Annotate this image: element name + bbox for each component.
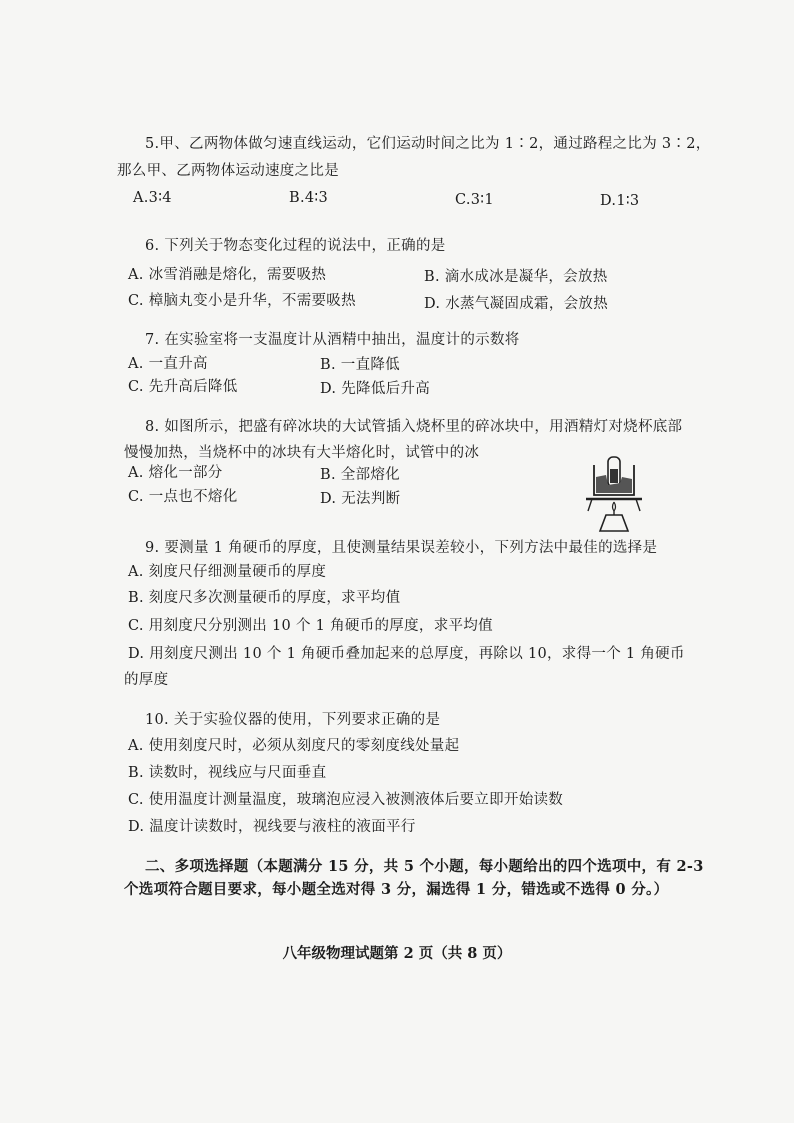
q9-stem: 9. 要测量 1 角硬币的厚度，且使测量结果误差较小，下列方法中最佳的选择是 xyxy=(145,540,658,556)
flame xyxy=(613,502,616,511)
q10-option-c: C. 使用温度计测量温度，玻璃泡应浸入被测液体后要立即开始读数 xyxy=(128,792,564,808)
stand-leg-left xyxy=(588,499,592,511)
q6-option-c: C. 樟脑丸变小是升华，不需要吸热 xyxy=(128,293,356,309)
beaker-heating-figure xyxy=(584,455,644,533)
q6-option-a: A. 冰雪消融是熔化，需要吸热 xyxy=(128,267,327,283)
q9-option-d: D. 用刻度尺测出 10 个 1 角硬币叠加起来的总厚度，再除以 10，求得一个 1 角硬币 xyxy=(128,646,685,662)
q7-option-c: C. 先升高后降低 xyxy=(128,379,238,395)
q6-stem: 6. 下列关于物态变化过程的说法中，正确的是 xyxy=(145,238,446,254)
q8-option-d: D. 无法判断 xyxy=(320,491,401,507)
q10-stem: 10. 关于实验仪器的使用，下列要求正确的是 xyxy=(145,712,441,728)
page-footer: 八年级物理试题第 2 页（共 8 页） xyxy=(282,945,512,962)
alcohol-lamp xyxy=(600,515,628,531)
q10-option-a: A. 使用刻度尺时，必须从刻度尺的零刻度线处量起 xyxy=(128,738,460,754)
q7-option-b: B. 一直降低 xyxy=(320,357,400,373)
q8-option-c: C. 一点也不熔化 xyxy=(128,489,238,505)
q9-option-d-continuation: 的厚度 xyxy=(124,672,169,688)
q7-option-a: A. 一直升高 xyxy=(128,356,208,372)
q9-option-b: B. 刻度尺多次测量硬币的厚度，求平均值 xyxy=(128,590,401,606)
q9-option-a: A. 刻度尺仔细测量硬币的厚度 xyxy=(128,564,327,580)
q8-option-b: B. 全部熔化 xyxy=(320,467,400,483)
q7-stem: 7. 在实验室将一支温度计从酒精中抽出，温度计的示数将 xyxy=(145,332,520,348)
q10-option-d: D. 温度计读数时，视线要与液柱的液面平行 xyxy=(128,819,416,835)
q5-stem-line2: 那么甲、乙两物体运动速度之比是 xyxy=(117,163,339,179)
tube-ice xyxy=(610,469,618,483)
q7-option-d: D. 先降低后升高 xyxy=(320,381,431,397)
q5-option-b: B.4∶3 xyxy=(289,190,328,206)
q5-stem-line1: 5.甲、乙两物体做匀速直线运动，它们运动时间之比为 1∶2，通过路程之比为 3∶2， xyxy=(145,136,711,152)
q5-option-a: A.3∶4 xyxy=(133,190,172,206)
q5-option-c: C.3∶1 xyxy=(455,192,494,208)
section2-heading-line2: 个选项符合题目要求，每小题全选对得 3 分，漏选得 1 分，错选或不选得 0 分。） xyxy=(124,881,669,898)
q8-stem-line1: 8. 如图所示，把盛有碎冰块的大试管插入烧杯里的碎冰块中，用酒精灯对烧杯底部 xyxy=(145,419,683,435)
stand-leg-right xyxy=(636,499,640,511)
q8-option-a: A. 熔化一部分 xyxy=(128,465,223,481)
q6-option-b: B. 滴水成冰是凝华，会放热 xyxy=(424,269,608,285)
q6-option-d: D. 水蒸气凝固成霜，会放热 xyxy=(424,296,609,312)
q8-stem-line2: 慢慢加热，当烧杯中的冰块有大半熔化时，试管中的冰 xyxy=(124,445,480,461)
section2-heading-line1: 二、多项选择题（本题满分 15 分，共 5 个小题，每小题给出的四个选项中，有 2-3 xyxy=(145,858,704,875)
q5-option-d: D.1∶3 xyxy=(600,193,640,209)
q9-option-c: C. 用刻度尺分别测出 10 个 1 角硬币的厚度，求平均值 xyxy=(128,618,493,634)
q10-option-b: B. 读数时，视线应与尺面垂直 xyxy=(128,765,327,781)
